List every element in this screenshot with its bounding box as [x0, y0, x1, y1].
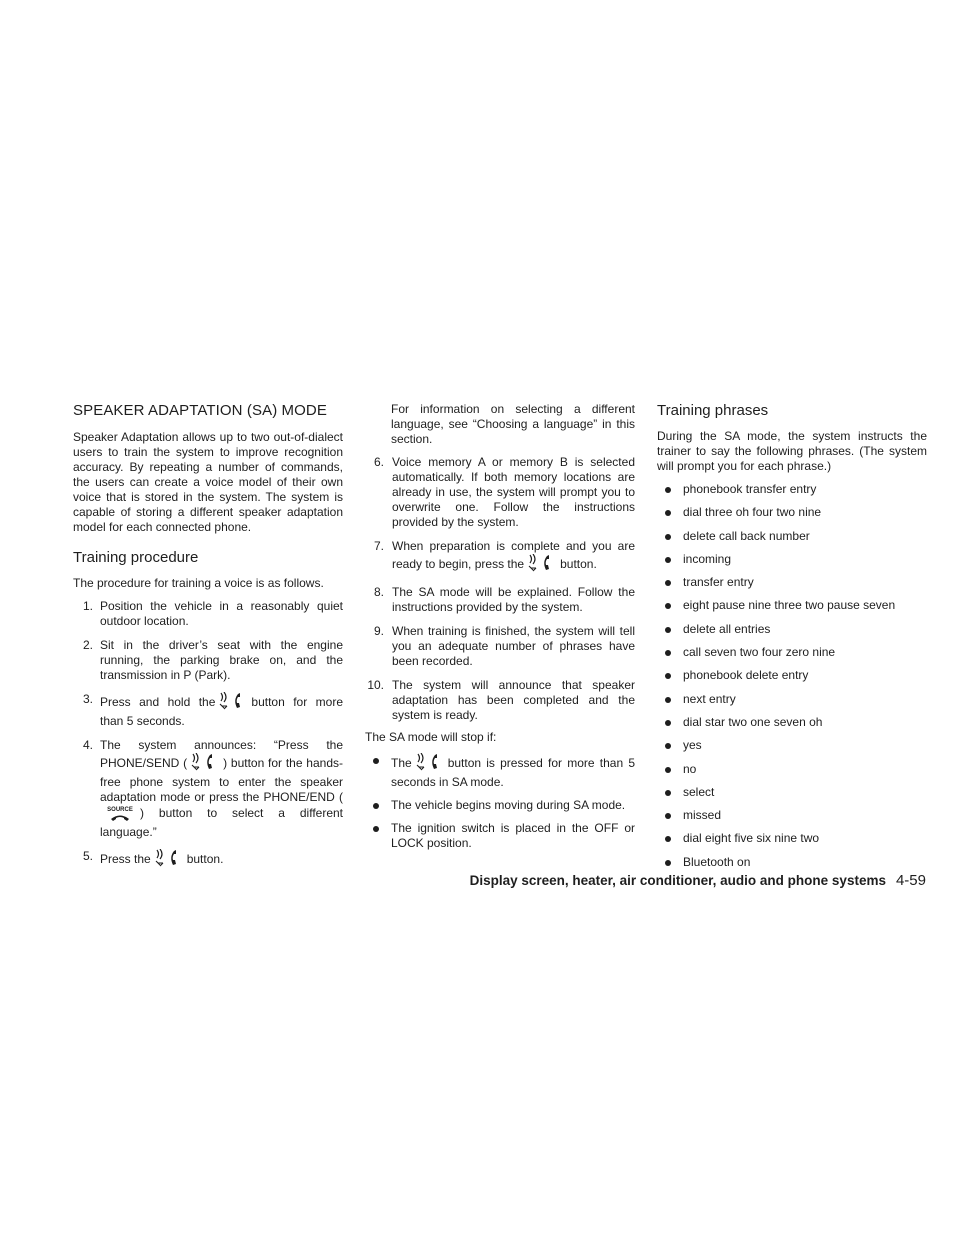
stop-item	[365, 821, 635, 851]
step-text: Voice memory A or memory B is selected automatically. If both memory locations are already in use, the system will prompt you to overwrite one. Follow the instructions provided by the system.	[392, 455, 635, 529]
intro-paragraph: Speaker Adaptation allows up to two out-of-dialect users to train the system to improve recognition accuracy. By repeating a number of commands, the users can create a voice model of their own voice that is stored in the system. The system is capable of storing a different speaker adaptation model for each connected phone.	[73, 430, 343, 534]
phrase-item	[657, 831, 927, 846]
phrase-text: incoming	[683, 551, 732, 566]
continued-paragraph: For information on selecting a different language, see “Choosing a language” in this section.	[391, 402, 635, 446]
step-text-pre: The system announces: “Press the PHONE/SEND (	[100, 738, 343, 770]
step-8	[365, 585, 635, 615]
phrase-item	[657, 552, 927, 567]
phrase-text: dial three oh four two nine	[683, 505, 822, 520]
bullet-icon	[373, 803, 379, 809]
phrase-text: delete all entries	[683, 621, 771, 636]
step-text-post: button.	[560, 557, 597, 571]
step-number: 8.	[373, 585, 384, 599]
bullet-icon	[665, 557, 671, 563]
stop-text-pre: The	[391, 756, 412, 770]
section-heading: SPEAKER ADAPTATION (SA) MODE	[73, 402, 327, 419]
phrase-item	[657, 482, 927, 497]
phrase-text: no	[683, 761, 697, 776]
phone-talk-icon	[527, 554, 557, 576]
stop-conditions	[365, 753, 635, 851]
stop-text: The ignition switch is placed in the OFF or LOCK position.	[391, 821, 635, 850]
step-9	[365, 624, 635, 669]
phrase-item	[657, 762, 927, 777]
phrase-text: select	[683, 784, 715, 799]
step-number: 6.	[373, 455, 384, 469]
source-label: SOURCE	[107, 807, 133, 813]
step-6	[365, 455, 635, 530]
step-text-post: button.	[186, 852, 224, 866]
step-text-post: button for more than 5 seconds.	[100, 695, 343, 728]
step-4	[73, 738, 343, 840]
step-text: The SA mode will be explained. Follow the instructions provided by the system.	[392, 585, 635, 614]
bullet-icon	[373, 758, 379, 764]
phone-talk-icon	[190, 753, 220, 775]
step-number: 9.	[373, 624, 384, 638]
phrase-list	[657, 482, 927, 870]
phrase-text: next entry	[683, 691, 736, 706]
bullet-icon	[665, 673, 671, 679]
phrase-text: eight pause nine three two pause seven	[683, 598, 896, 613]
page-footer	[470, 872, 926, 890]
phrase-text: call seven two four zero nine	[683, 645, 836, 660]
training-procedure-heading: Training procedure	[73, 549, 199, 566]
bullet-icon	[665, 720, 671, 726]
step-text: The system will announce that speaker adaptation has been completed and the system is ready.	[392, 678, 635, 722]
step-text-pre: When preparation is complete and you are ready to begin, press the	[392, 539, 635, 571]
phrase-item	[657, 529, 927, 544]
bullet-icon	[665, 650, 671, 656]
step-number: 1.	[82, 599, 93, 613]
bullet-icon	[373, 826, 379, 832]
bullet-icon	[665, 627, 671, 633]
phrase-text: phonebook transfer entry	[683, 482, 817, 496]
bullet-icon	[665, 510, 671, 516]
phrase-text: Bluetooth on	[683, 854, 751, 869]
step-text: When training is finished, the system will tell you an adequate number of phrases have been recorded.	[392, 624, 635, 668]
step-2	[73, 638, 343, 683]
step-text: Position the vehicle in a reasonably quiet outdoor location.	[100, 599, 343, 628]
bullet-icon	[665, 790, 671, 796]
phrase-item	[657, 715, 927, 730]
phrase-item	[657, 598, 927, 613]
bullet-icon	[665, 487, 671, 493]
page-number: 4-59	[895, 872, 926, 889]
phone-talk-icon	[154, 849, 184, 871]
phrase-item	[657, 738, 927, 753]
bullet-icon	[665, 697, 671, 703]
phrase-item	[657, 692, 927, 707]
bullet-icon	[665, 534, 671, 540]
step-number: 10.	[367, 678, 384, 692]
bullet-icon	[665, 860, 671, 866]
stop-intro: The SA mode will stop if:	[365, 730, 497, 744]
step-number: 4.	[82, 738, 93, 752]
training-intro: The procedure for training a voice is as follows.	[73, 576, 324, 590]
step-3	[73, 692, 343, 729]
step-10	[365, 678, 635, 723]
training-phrases-heading: Training phrases	[657, 402, 769, 419]
phone-talk-icon	[415, 753, 445, 775]
column-right	[657, 402, 927, 878]
phone-end-source-icon	[103, 805, 137, 825]
training-steps	[73, 599, 343, 871]
step-text-mid: ) button for the hands-free phone system to enter the speaker adaptation mode or press the PHONE/END (	[100, 756, 343, 804]
footer-section-title: Display screen, heater, air conditioner, audio and phone systems	[469, 873, 886, 888]
step-text-pre: Press and hold the	[100, 695, 216, 709]
column-left	[73, 402, 343, 880]
phrase-text: dial eight five six nine two	[683, 831, 820, 846]
phrase-item	[657, 575, 927, 590]
phrase-item	[657, 505, 927, 520]
stop-item	[365, 753, 635, 790]
phrase-item	[657, 785, 927, 800]
stop-text: The vehicle begins moving during SA mode.	[391, 798, 626, 812]
bullet-icon	[665, 580, 671, 586]
phrase-text: dial star two one seven oh	[683, 714, 823, 729]
step-5	[73, 849, 343, 871]
bullet-icon	[665, 813, 671, 819]
phrase-text: phonebook delete entry	[683, 668, 809, 683]
step-number: 2.	[82, 638, 93, 652]
phone-talk-icon	[218, 692, 248, 714]
bullet-icon	[665, 603, 671, 609]
step-1	[73, 599, 343, 629]
phrase-text: missed	[683, 808, 722, 823]
phrase-item	[657, 622, 927, 637]
bullet-icon	[665, 743, 671, 749]
phrase-item	[657, 668, 927, 683]
phrase-item	[657, 808, 927, 823]
phrase-item	[657, 855, 927, 870]
step-text-pre: Press the	[100, 852, 151, 866]
phrase-text: delete call back number	[683, 528, 810, 543]
stop-text-post: button is pressed for more than 5 seconds in SA mode.	[391, 756, 635, 789]
phrase-item	[657, 645, 927, 660]
phrase-text: yes	[683, 738, 702, 753]
phrases-intro: During the SA mode, the system instructs the trainer to say the following phrases. (The system will prompt you for each phrase.)	[657, 429, 927, 473]
step-text: Sit in the driver’s seat with the engine running, the parking brake on, and the transmission in P (Park).	[100, 638, 343, 682]
column-middle	[365, 402, 635, 859]
step-number: 7.	[373, 539, 384, 553]
bullet-icon	[665, 836, 671, 842]
training-steps-continued	[365, 455, 635, 723]
step-number: 5.	[82, 849, 93, 863]
step-number: 3.	[82, 692, 93, 706]
step-7	[365, 539, 635, 576]
phrase-text: transfer entry	[683, 575, 754, 590]
stop-item	[365, 798, 635, 813]
bullet-icon	[665, 767, 671, 773]
step-text-post: ) button to select a different language.”	[100, 806, 343, 839]
